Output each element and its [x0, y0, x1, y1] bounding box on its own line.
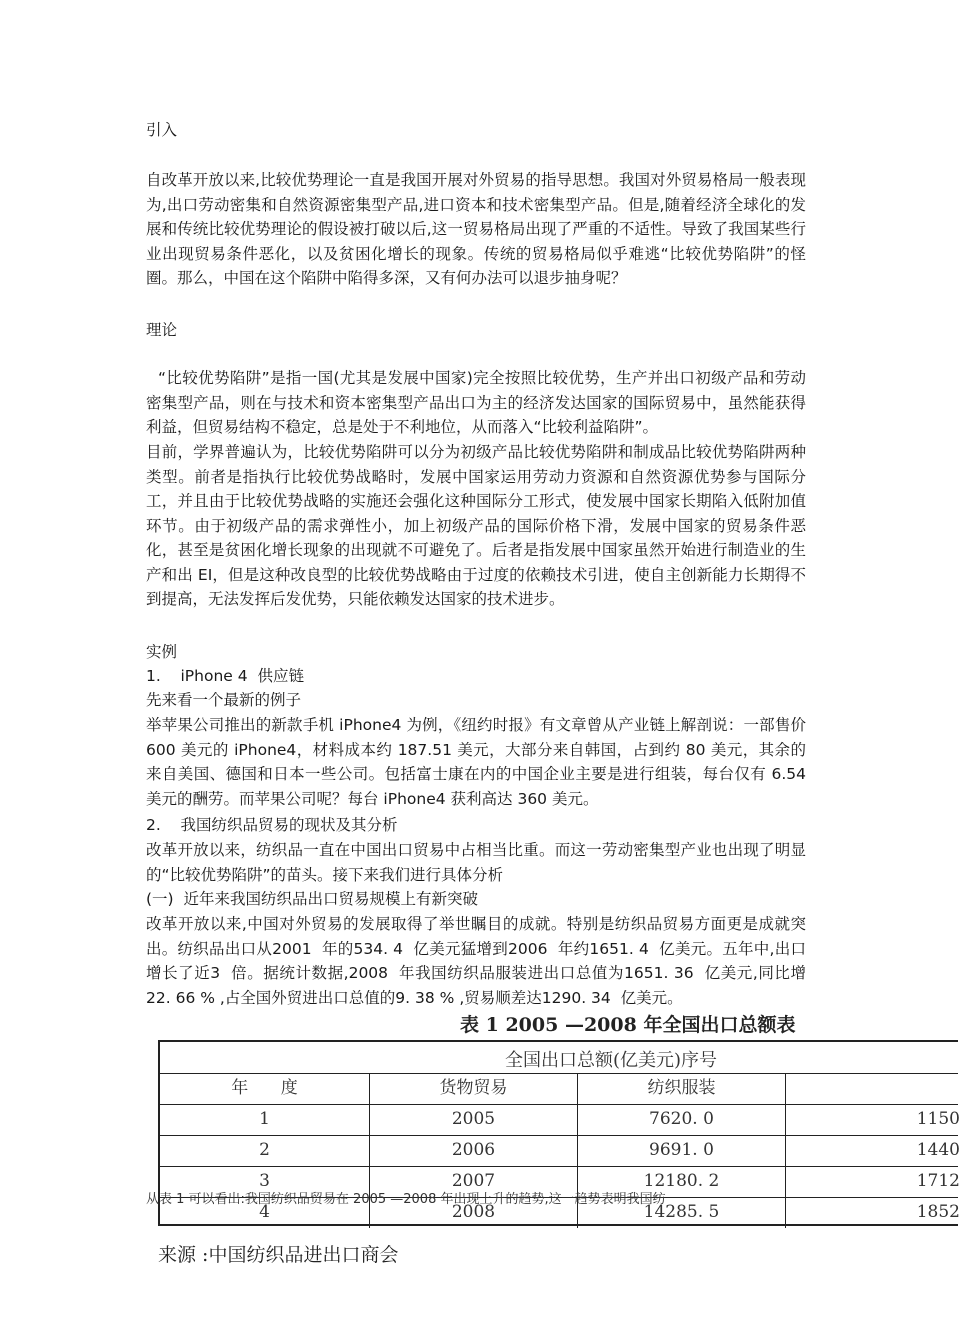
table-cell: 2007 — [370, 1166, 578, 1197]
theory-heading: 理论 — [146, 321, 178, 339]
table-cell: 2006 — [370, 1135, 578, 1166]
theory-paragraph-2: 目前，学界普遍认为，比较优势陷阱可以分为初级产品比较优势陷阱和制成品比较优势陷阱两种类型。前者是指执行比较优势战略时，发展中国家运用劳动力资源和自然资源优势参与国际分工，并且由于比较优势战略的实施还会强化这种国际分工形式，使发展中国家长期陷入低附加值环节。由于初级产品的需求弹性小，加上初级产品的国际价格下滑，发展中国家的贸易条件恶化，甚至是贫困化增长现象的出现就不可避免了。后者是指发展中国家虽然开始进行制造业的生产和出 EI，但是这种改良型的比较优势战略由于过度的依赖技术引进，使自主创新能力长期得不到提高，无法发挥后发优势，只能依赖发达国家的技术进步。 — [146, 443, 806, 608]
table-overlay-text: 从表 1 可以看出:我国纺织品贸易在 2005 —2008 年出现上升的趋势,这一趋势表明我国纺 — [146, 1192, 666, 1207]
table-col-header: 年 度 — [160, 1073, 370, 1104]
table-cell: 12180. 2 — [578, 1166, 786, 1197]
table-cell: 7620. 0 — [578, 1104, 786, 1135]
table-cell: 1440 — [916, 1140, 960, 1160]
table-cell: 4 — [160, 1197, 370, 1228]
table-cell: 9691. 0 — [578, 1135, 786, 1166]
table-header-span-label: 全国出口总额(亿美元)序号 — [505, 1050, 718, 1071]
item1-title: 1. iPhone 4 供应链 — [146, 667, 304, 685]
table-cell: 14285. 5 — [578, 1197, 786, 1228]
table-header-span — [160, 1042, 958, 1074]
example-heading: 实例 — [146, 643, 178, 661]
item2-title: 2. 我国纺织品贸易的现状及其分析 — [146, 816, 398, 834]
table-cell: 3 — [160, 1166, 370, 1197]
table-cell: 2 — [160, 1135, 370, 1166]
intro-heading: 引入 — [146, 121, 178, 139]
table-col-header — [786, 1073, 960, 1104]
table-cell: 1150 — [916, 1109, 960, 1129]
item1-subtitle: 先来看一个最新的例子 — [146, 691, 302, 709]
table-col-header: 纺织服装 — [578, 1073, 786, 1104]
table-title: 表 1 2005 —2008 年全国出口总额表 — [460, 1014, 796, 1036]
table-cell: 1852 — [916, 1202, 960, 1222]
sub1-title: (一) 近年来我国纺织品出口贸易规模上有新突破 — [146, 890, 478, 908]
table-cell: 2005 — [370, 1104, 578, 1135]
theory-paragraph-1: “比较优势陷阱”是指一国(尤其是发展中国家)完全按照比较优势，生产并出口初级产品和劳动密集型产品，则在与技术和资本密集型产品出口为主的经济发达国家的国际贸易中，虽然能获得利益，但贸易结构不稳定，总是处于不利地位，从而落入“比较利益陷阱”。 — [146, 369, 806, 436]
table-source: 来源 :中国纺织品进出口商会 — [158, 1244, 399, 1266]
item2-paragraph: 改革开放以来，纺织品一直在中国出口贸易中占相当比重。而这一劳动密集型产业也出现了明显的“比较优势陷阱”的苗头。接下来我们进行具体分析 — [146, 841, 806, 884]
table-cell: 2008 — [370, 1197, 578, 1228]
table-col-header: 货物贸易 — [370, 1073, 578, 1104]
sub1-paragraph: 改革开放以来,中国对外贸易的发展取得了举世瞩目的成就。特别是纺织品贸易方面更是成就突出。纺织品出口从2001 年的534. 4 亿美元猛增到2006 年约1651. 4 亿美元。五年中,出口增长了近3 倍。据统计数据,2008 年我国纺织品服装进出口总值为1651. 36 亿美元,同比增22. 66 % ,占全国外贸进出口总值的9. 38 % ,贸易顺差达1290. 34 亿美元。 — [146, 915, 806, 1007]
table-header-row — [160, 1073, 958, 1105]
table-cell: 1 — [160, 1104, 370, 1135]
item1-paragraph: 举苹果公司推出的新款手机 iPhone4 为例，《纽约时报》有文章曾从产业链上解剖说：一部售价 600 美元的 iPhone4，材料成本约 187.51 美元，大部分来自韩国，占到约 80 美元，其余的来自美国、德国和日本一些公司。包括富士康在内的中国企业主要是进行组装，每台仅有 6.54 美元的酬劳。而苹果公司呢？每台 iPhone4 获利高达 360 美元。 — [146, 716, 806, 808]
table-cell: 1712 — [916, 1171, 960, 1191]
intro-paragraph: 自改革开放以来,比较优势理论一直是我国开展对外贸易的指导思想。我国对外贸易格局一般表现为,出口劳动密集和自然资源密集型产品,进口资本和技术密集型产品。但是,随着经济全球化的发展和传统比较优势理论的假设被打破以后,这一贸易格局出现了严重的不适性。导致了我国某些行业出现贸易条件恶化，以及贫困化增长的现象。传统的贸易格局似乎难逃“比较优势陷阱”的怪圈。那么，中国在这个陷阱中陷得多深，又有何办法可以退步抽身呢？ — [146, 171, 806, 287]
table-row — [160, 1104, 958, 1136]
table-row — [160, 1135, 958, 1167]
